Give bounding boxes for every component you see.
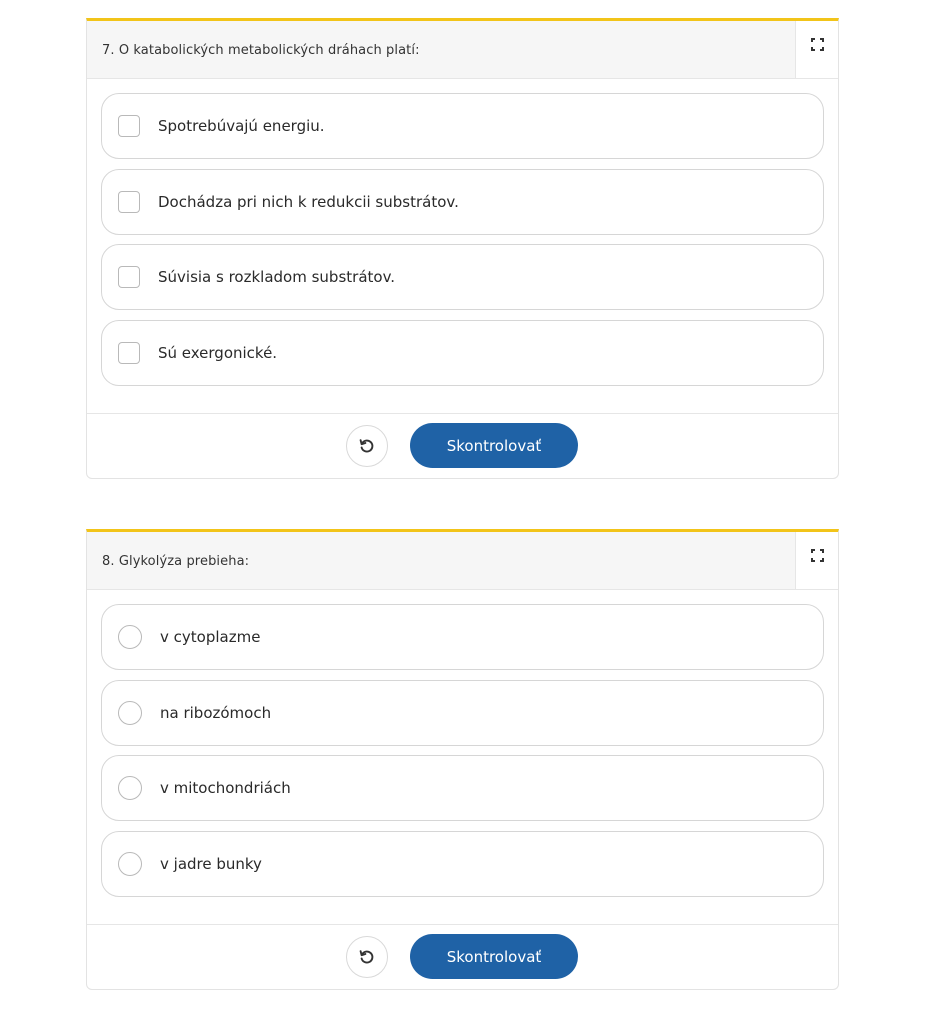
retry-button[interactable] (346, 425, 388, 467)
answer-option[interactable] (101, 604, 824, 670)
answer-option[interactable] (101, 680, 824, 746)
answer-list (87, 590, 838, 925)
quiz-header (87, 21, 838, 79)
answer-checkbox[interactable] (118, 115, 140, 137)
answer-label: v cytoplazme (160, 628, 261, 646)
answer-label: Súvisia s rozkladom substrátov. (158, 268, 396, 286)
answer-checkbox[interactable] (118, 342, 140, 364)
answer-option[interactable] (101, 244, 824, 310)
check-button[interactable]: Skontrolovať (410, 423, 578, 468)
answer-label: Sú exergonické. (158, 343, 278, 362)
fullscreen-button[interactable] (795, 532, 838, 589)
answer-radio[interactable] (118, 776, 142, 800)
retry-icon (359, 949, 375, 965)
answer-option[interactable] (101, 831, 824, 897)
answer-label: Dochádza pri nich k redukcii substrátov. (158, 192, 459, 211)
fullscreen-button[interactable] (795, 21, 838, 78)
answer-label: v mitochondriách (160, 779, 291, 797)
answer-label: Spotrebúvajú energiu. (158, 117, 325, 135)
quiz-header (87, 532, 838, 590)
retry-button[interactable] (346, 936, 388, 978)
answer-checkbox[interactable] (118, 266, 140, 288)
answer-list (87, 79, 838, 414)
quiz-footer (87, 925, 838, 989)
fullscreen-icon (811, 549, 824, 562)
answer-radio[interactable] (118, 852, 142, 876)
answer-radio[interactable] (118, 625, 142, 649)
question-title: 8. Glykolýza prebieha: (102, 554, 250, 569)
answer-radio[interactable] (118, 701, 142, 725)
question-title: 7. O katabolických metabolických dráhach platí: (102, 43, 420, 58)
check-button[interactable]: Skontrolovať (410, 934, 578, 979)
answer-label: na ribozómoch (160, 703, 272, 722)
answer-option[interactable] (101, 320, 824, 386)
answer-checkbox[interactable] (118, 191, 140, 213)
answer-label: v jadre bunky (160, 854, 262, 873)
fullscreen-icon (811, 38, 824, 51)
answer-option[interactable] (101, 169, 824, 235)
answer-option[interactable] (101, 93, 824, 159)
quiz-footer (87, 414, 838, 478)
answer-option[interactable] (101, 755, 824, 821)
quiz-card-7 (86, 18, 839, 479)
quiz-card-8 (86, 529, 839, 990)
retry-icon (359, 438, 375, 454)
